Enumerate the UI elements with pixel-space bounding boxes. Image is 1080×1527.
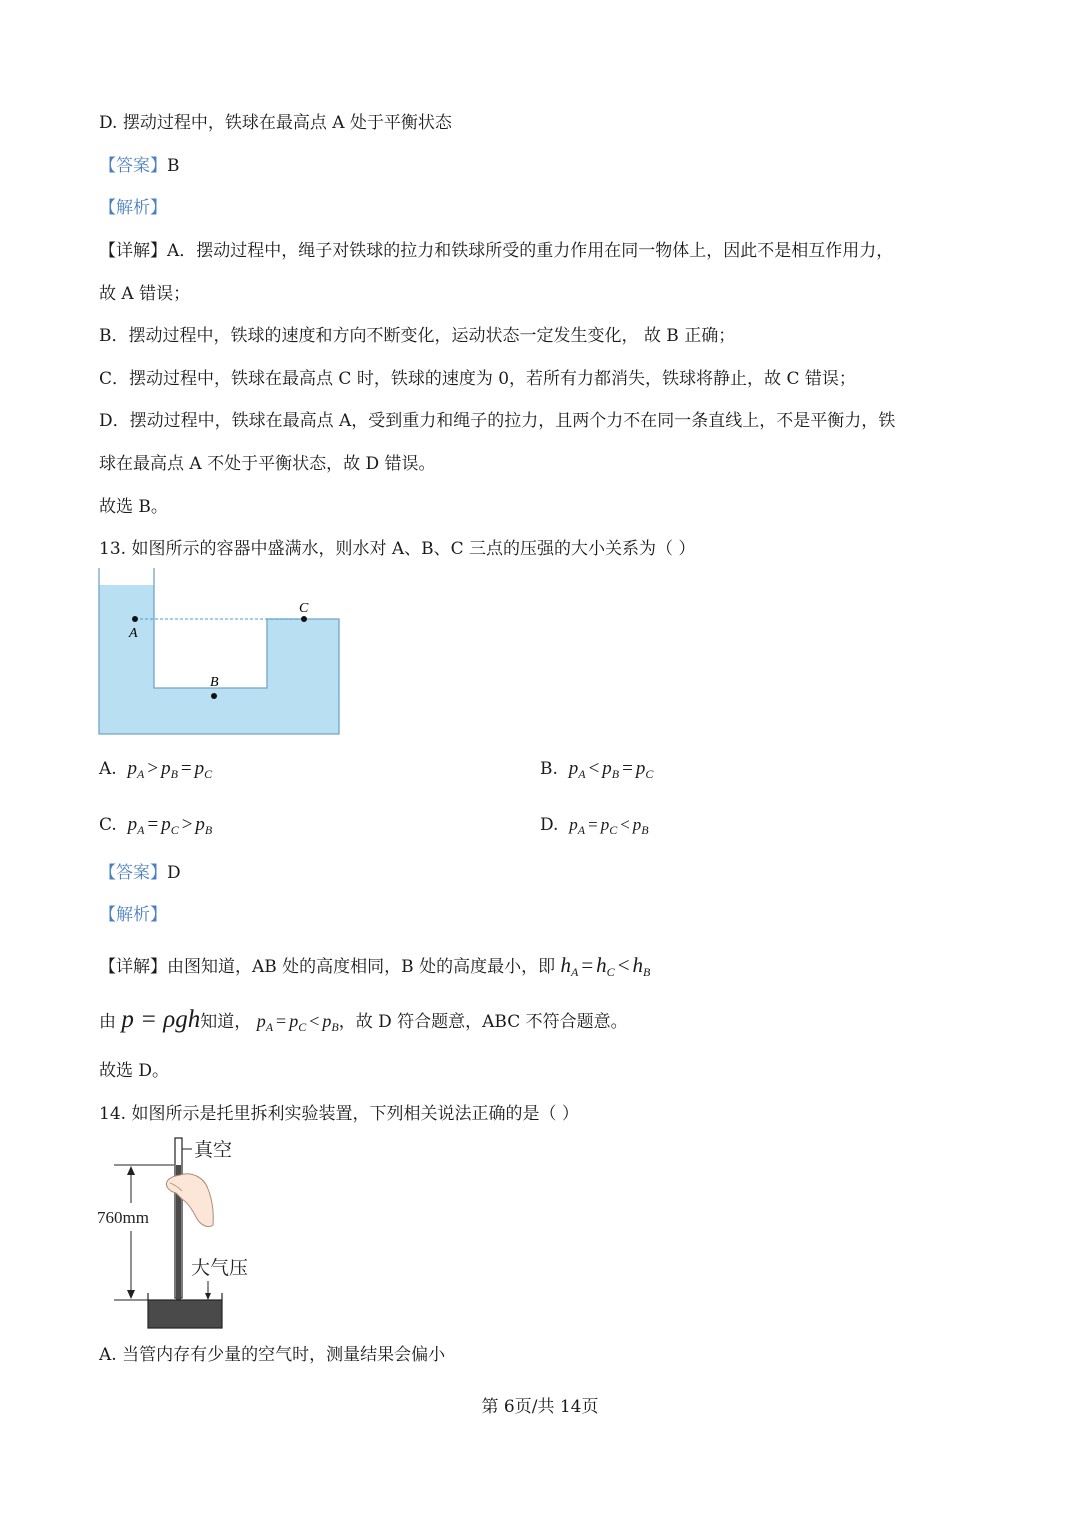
q14-stem: 14. 如图所示是托里拆利实验装置，下列相关说法正确的是（ ）	[99, 1104, 579, 1124]
p-symbol: p	[194, 758, 205, 779]
q13-conclusion: 故选 D。	[99, 1061, 170, 1081]
op-eq: =	[581, 953, 594, 977]
label-b: B	[210, 675, 219, 690]
prev-analysis-tag: 【解析】	[99, 198, 167, 218]
p-symbol: p	[602, 758, 612, 779]
label-a: A	[129, 626, 138, 641]
op-gt: >	[147, 758, 159, 779]
hand-icon	[166, 1174, 213, 1227]
prev-detail-a1	[99, 238, 893, 264]
p-symbol: p	[632, 815, 642, 834]
detail2-post: ，故 D 符合题意，ABC 不符合题意。	[338, 1012, 628, 1032]
option-a-formula	[128, 758, 213, 779]
sub-b: B	[170, 767, 178, 781]
point-c	[301, 616, 307, 622]
prev-conclusion: 故选 B。	[99, 497, 168, 517]
p-symbol: p	[256, 1011, 266, 1031]
option-b-formula	[569, 758, 654, 779]
detail-tag: 【详解】	[99, 957, 167, 977]
p-symbol: p	[569, 815, 578, 834]
option-d-label: D.	[540, 815, 559, 835]
q13-analysis-tag: 【解析】	[99, 905, 167, 925]
sub-b: B	[331, 1020, 339, 1034]
height-label: 760mm	[97, 1208, 149, 1227]
sub-b: B	[641, 823, 649, 837]
detail2-mid: 知道，	[200, 1012, 252, 1032]
option-b-label: B.	[540, 759, 558, 779]
sub-b: B	[643, 965, 651, 979]
sub-a: A	[577, 823, 586, 837]
prev-answer	[99, 153, 180, 179]
prev-detail-a2: 故 A 错误；	[99, 284, 191, 304]
option-d-formula	[569, 815, 649, 837]
pressure-relation	[256, 1011, 339, 1034]
q13-answer	[99, 860, 181, 886]
p-symbol: p	[127, 758, 137, 779]
op-eq: =	[147, 814, 159, 835]
p-symbol: p	[161, 814, 171, 835]
prev-option-d: D. 摆动过程中，铁球在最高点 A 处于平衡状态	[99, 113, 452, 133]
op-eq: =	[180, 758, 192, 779]
arrow-down-icon	[127, 1290, 135, 1299]
p-symbol: p	[600, 815, 610, 834]
prev-detail-d2: 球在最高点 A 不处于平衡状态，故 D 错误。	[99, 454, 436, 474]
sub-a: A	[570, 965, 579, 979]
atm-arrow-icon	[205, 1293, 211, 1300]
mercury-dish	[148, 1300, 222, 1328]
sub-a: A	[578, 767, 586, 781]
sub-c: C	[609, 823, 618, 837]
h-symbol: h	[632, 953, 644, 977]
atm-label: 大气压	[191, 1257, 249, 1279]
q13-option-a[interactable]	[99, 756, 212, 782]
p-symbol: p	[635, 758, 646, 779]
q13-option-c[interactable]	[99, 812, 212, 838]
detail2-pre: 由	[99, 1012, 116, 1032]
answer-value: B	[167, 156, 180, 176]
sub-a: A	[265, 1020, 274, 1034]
p-symbol: p	[568, 758, 579, 779]
container-figure	[96, 568, 346, 740]
sub-b: B	[611, 767, 620, 781]
op-lt: <	[617, 953, 630, 977]
sub-c: C	[170, 823, 179, 837]
sub-b: B	[204, 823, 213, 837]
p-symbol: p	[322, 1011, 332, 1031]
sub-a: A	[137, 767, 145, 781]
op-lt: <	[620, 815, 630, 834]
op-eq: =	[588, 815, 598, 834]
arrow-up-icon	[127, 1166, 135, 1175]
answer-tag: 【答案】	[99, 156, 167, 176]
p-symbol: p	[289, 1011, 299, 1031]
vacuum-label: 真空	[194, 1139, 233, 1161]
q13-detail2	[99, 1007, 628, 1035]
page-footer: 第 6页/共 14页	[481, 1397, 599, 1417]
detail-tag: 【详解】	[99, 241, 167, 261]
q13-option-b[interactable]	[540, 756, 653, 782]
q13-detail1	[99, 952, 650, 980]
h-symbol: h	[560, 953, 571, 977]
answer-value: D	[167, 863, 181, 883]
pressure-formula: p = ρgh	[121, 1006, 201, 1033]
detail1-text: 由图知道，AB 处的高度相同，B 处的高度最小，即	[167, 957, 556, 977]
option-c-label: C.	[99, 815, 117, 835]
op-lt: <	[588, 758, 600, 779]
p-symbol: p	[161, 758, 171, 779]
sub-c: C	[204, 767, 213, 781]
option-c-formula	[128, 814, 213, 835]
prev-detail-c: C．摆动过程中，铁球在最高点 C 时，铁球的速度为 0，若所有力都消失，铁球将静止，故 C 错误；	[99, 369, 856, 389]
sub-a: A	[137, 823, 145, 837]
h-symbol: h	[596, 953, 607, 977]
point-b	[211, 693, 217, 699]
sub-c: C	[645, 767, 654, 781]
p-symbol: p	[195, 814, 205, 835]
option-a-label: A.	[99, 759, 117, 779]
q13-stem: 13. 如图所示的容器中盛满水，则水对 A、B、C 三点的压强的大小关系为（ ）	[99, 539, 696, 559]
q13-option-d[interactable]	[540, 812, 649, 838]
detail-a1-text: A．摆动过程中，绳子对铁球的拉力和铁球所受的重力作用在同一物体上，因此不是相互作用力，	[167, 241, 894, 261]
sub-c: C	[298, 1020, 307, 1034]
op-lt: <	[309, 1011, 320, 1031]
prev-detail-b: B．摆动过程中，铁球的速度和方向不断变化，运动状态一定发生变化， 故 B 正确；	[99, 326, 736, 346]
op-eq: =	[622, 758, 633, 779]
torricelli-figure	[96, 1133, 256, 1333]
p-symbol: p	[127, 814, 138, 835]
answer-tag: 【答案】	[99, 863, 167, 883]
q14-option-a[interactable]: A. 当管内存有少量的空气时，测量结果会偏小	[99, 1345, 446, 1365]
sub-c: C	[606, 965, 615, 979]
label-c: C	[299, 601, 309, 616]
height-relation	[560, 953, 650, 977]
op-gt: >	[181, 814, 193, 835]
op-eq: =	[276, 1011, 287, 1031]
prev-detail-d1: D．摆动过程中，铁球在最高点 A，受到重力和绳子的拉力，且两个力不在同一条直线上，不是平衡力，铁	[99, 411, 896, 431]
point-a	[132, 616, 138, 622]
